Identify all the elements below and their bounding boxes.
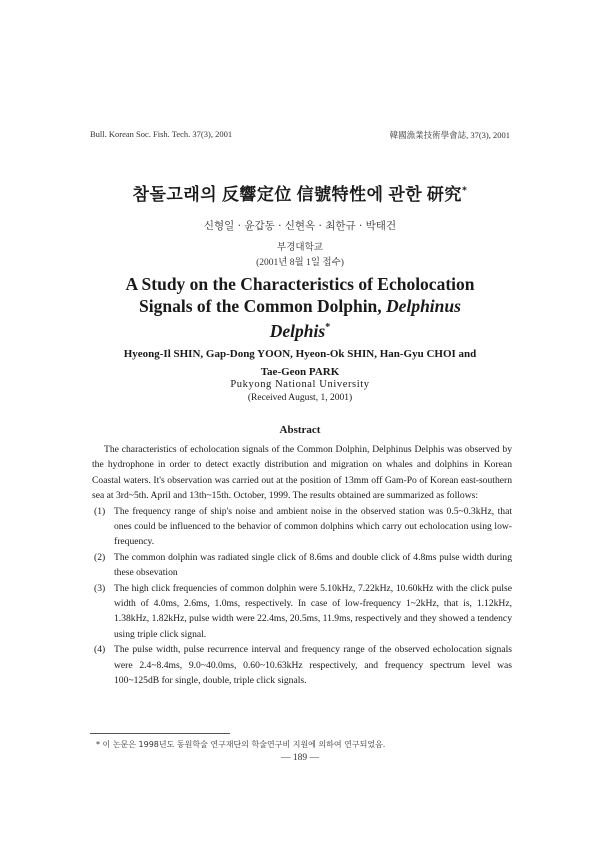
title-english-footnote-mark: * [325,322,331,333]
title-korean-text: 참돌고래의 反響定位 信號特性에 관한 研究 [132,185,462,204]
result-item [92,504,512,550]
result-item [92,642,512,688]
result-item-text: The frequency range of ship's noise and ambient noise in the observed station was 0.5~0.3kHz, that ones could be influenced to the behavior of common dolphins which carry out echolocation using low-frequency. [114,505,512,548]
journal-header-ko: 韓國漁業技術學會誌, 37(3), 2001 [389,130,510,140]
title-english [100,274,500,342]
title-korean [0,180,600,205]
title-english-line-1: A Study on the Characteristics of Echolocation [125,274,475,294]
journal-header-en: Bull. Korean Soc. Fish. Tech. 37(3), 2001 [90,129,233,139]
authors-english [90,345,510,381]
footnote-divider [90,733,230,734]
result-item-number: (2) [94,551,106,563]
abstract-heading: Abstract [279,424,321,436]
result-item-text: The pulse width, pulse recurrence interval and frequency range of the observed echolocation signals were 2.4~8.4ms, 9.0~40.0ms, 0.60~10.63kHz respectively, and frequency spectrum level was 100~125dB for single, double, triple click signals. [114,644,512,687]
title-english-line-2-text: Signals of the Common Dolphin, [139,295,387,316]
result-item-text: The common dolphin was radiated single click of 8.6ms and double click of 4.8ms pulse width during these obsevation [114,551,512,579]
page-number: — 189 — [281,753,319,763]
results-list [92,504,512,689]
title-english-genus: Delphinus [386,295,461,316]
title-english-line-3 [100,317,500,342]
received-date-korean: (2001년 8월 1일 접수) [256,258,344,268]
affiliation-english: Pukyong National University [230,379,370,390]
authors-korean: 신형일 · 윤갑동 · 신현옥 · 최한규 · 박태건 [203,220,397,232]
received-date-english: (Received August, 1, 2001) [247,393,353,403]
result-item-text: The high click frequencies of common dolphin were 5.10kHz, 7.22kHz, 10.60kHz with the click pulse width of 4.0ms, 2.6ms, 1.0ms, respectively. In case of low-frequency 1~2kHz, that is, 1.12kHz, 1.38kHz, 1.82kHz, pulse width were 22.4ms, 20.5ms, 11.9ms, respectively and they showed a tendency using triple click signal. [114,582,512,640]
result-item [92,550,512,581]
title-english-line-2 [100,296,500,318]
result-item-number: (4) [94,644,106,656]
result-item [92,581,512,643]
abstract-intro: The characteristics of echolocation signals of the Common Dolphin, Delphinus Delphis was observed by the hydrophone in order to detect exactly distribution and migration on whales and dolphins in Korean Coastal waters. It's observation was carried out at the position of 13mm off Gam-Po of Korean east-southern sea at 3rd~5th. April and 13th~15th. October, 1999. The results obtained are summarized as follows: [92,444,512,502]
abstract-body [92,442,512,689]
result-item-number: (1) [94,505,106,517]
authors-english-line-2: Tae-Geon PARK [260,366,340,378]
title-korean-footnote-mark: * [461,185,468,197]
authors-english-line-1: Hyeong-Il SHIN, Gap-Dong YOON, Hyeon-Ok SHIN, Han-Gyu CHOI and [123,348,477,360]
title-english-species: Delphis [269,320,326,341]
result-item-number: (3) [94,582,106,594]
affiliation-korean: 부경대학교 [277,242,323,253]
footnote: * 이 논문은 1998년도 동원학술 연구재단의 학술연구비 지원에 의하여 연구되었음. [96,740,386,749]
